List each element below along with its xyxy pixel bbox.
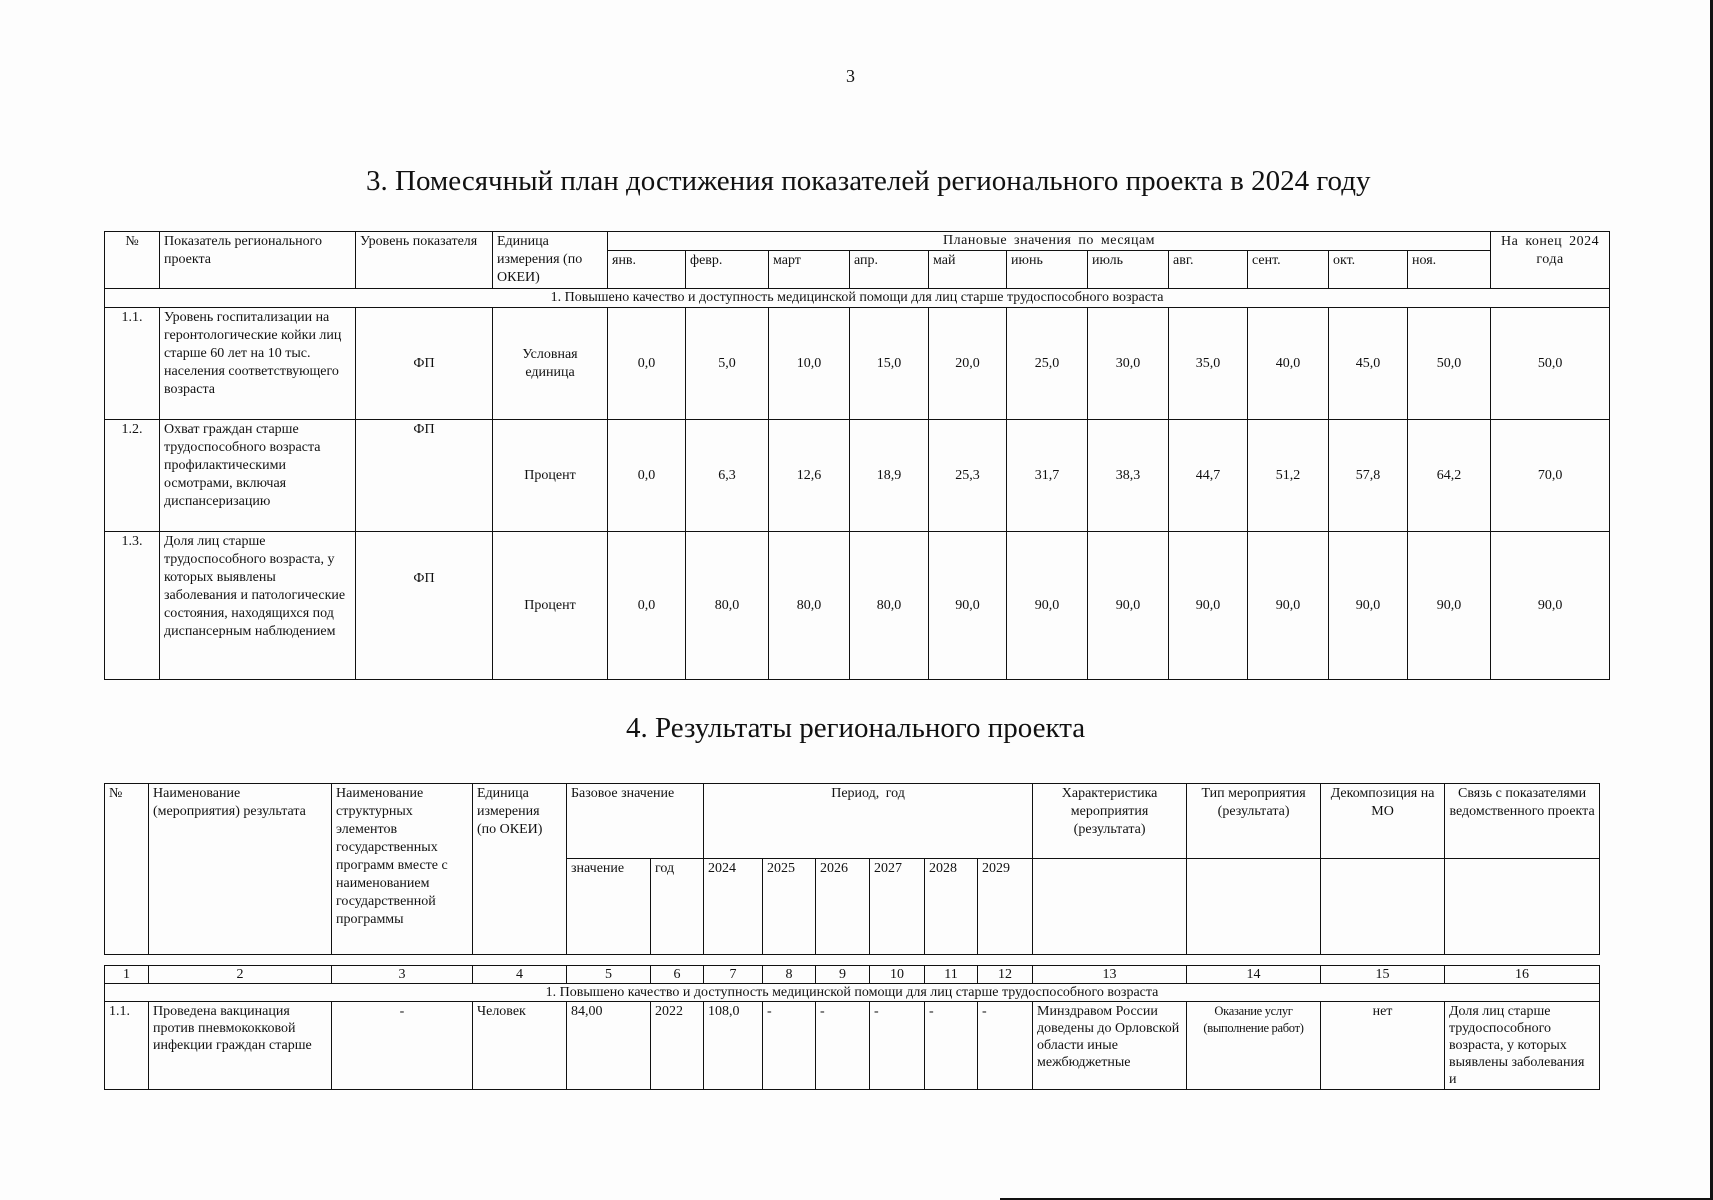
row-value: 80,0: [769, 532, 850, 680]
column-number: 6: [651, 966, 704, 984]
row-num: 1.2.: [105, 420, 160, 532]
results-row-characteristic: Минздравом России доведены до Орловской области иные межбюджетные: [1033, 1002, 1187, 1090]
monthly-plan-table: [104, 231, 1610, 680]
section-row-label: 1. Повышено качество и доступность медицинской помощи для лиц старше трудоспособного возраста: [105, 289, 1610, 308]
results-row-structural: -: [332, 1002, 473, 1090]
row-value: 10,0: [769, 308, 850, 420]
results-header-year: 2029: [978, 859, 1033, 955]
row-name: Охват граждан старше трудоспособного возраста профилактическими осмотрами, включая диспансеризацию: [160, 420, 356, 532]
row-value: 80,0: [686, 532, 769, 680]
results-row-year-value: 108,0: [704, 1002, 763, 1090]
results-header-base-year: год: [651, 859, 704, 955]
results-header-structural: Наименование структурных элементов государственных программ вместе с наименованием государственной программы: [332, 784, 473, 955]
header-num: №: [105, 232, 160, 289]
column-number: 9: [816, 966, 870, 984]
row-value: 45,0: [1329, 308, 1408, 420]
results-header-row: [105, 784, 1600, 859]
column-number: 14: [1187, 966, 1321, 984]
row-value: 20,0: [929, 308, 1007, 420]
table-row: [105, 308, 1610, 420]
section-4-title: 4. Результаты регионального проекта: [626, 712, 1086, 744]
results-header-empty: [1321, 859, 1445, 955]
results-header-decomposition: Декомпозиция на МО: [1321, 784, 1445, 859]
row-value: 30,0: [1088, 308, 1169, 420]
header-month: сент.: [1248, 251, 1329, 289]
table-row: [105, 532, 1610, 680]
row-value: 90,0: [1169, 532, 1248, 680]
header-month: июль: [1088, 251, 1169, 289]
column-number: 7: [704, 966, 763, 984]
row-unit: Процент: [493, 532, 608, 680]
results-row-year-value: -: [816, 1002, 870, 1090]
column-number: 16: [1445, 966, 1600, 984]
column-number: 10: [870, 966, 925, 984]
header-month: ноя.: [1408, 251, 1491, 289]
row-value: 5,0: [686, 308, 769, 420]
row-value: 90,0: [1329, 532, 1408, 680]
header-month: февр.: [686, 251, 769, 289]
results-row-base-year: 2022: [651, 1002, 704, 1090]
header-month: март: [769, 251, 850, 289]
column-number: 11: [925, 966, 978, 984]
column-number: 4: [473, 966, 567, 984]
row-level: ФП: [356, 308, 493, 420]
results-header-unit: Единица измерения (по ОКЕИ): [473, 784, 567, 955]
table-row: [105, 420, 1610, 532]
column-number: 3: [332, 966, 473, 984]
results-row-base-value: 84,00: [567, 1002, 651, 1090]
header-month: июнь: [1007, 251, 1088, 289]
row-value: 25,3: [929, 420, 1007, 532]
row-value: 44,7: [1169, 420, 1248, 532]
row-num: 1.3.: [105, 532, 160, 680]
results-header-year: 2027: [870, 859, 925, 955]
results-body-table: [104, 965, 1600, 1090]
row-value: 90,0: [1248, 532, 1329, 680]
results-header-type: Тип мероприятия (результата): [1187, 784, 1321, 859]
row-value: 12,6: [769, 420, 850, 532]
row-value: 0,0: [608, 532, 686, 680]
results-row-link: Доля лиц старше трудоспособного возраста, у которых выявлены заболевания и: [1445, 1002, 1600, 1090]
column-number: 15: [1321, 966, 1445, 984]
row-value: 90,0: [1007, 532, 1088, 680]
results-section-row: [105, 984, 1600, 1002]
row-value: 0,0: [608, 308, 686, 420]
row-end: 70,0: [1491, 420, 1610, 532]
row-unit: Процент: [493, 420, 608, 532]
row-value: 57,8: [1329, 420, 1408, 532]
row-value: 51,2: [1248, 420, 1329, 532]
section-row: [105, 289, 1610, 308]
row-value: 25,0: [1007, 308, 1088, 420]
results-header-base-value: значение: [567, 859, 651, 955]
results-row-year-value: -: [925, 1002, 978, 1090]
results-header-table: [104, 783, 1600, 955]
row-value: 35,0: [1169, 308, 1248, 420]
row-name: Уровень госпитализации на геронтологические койки лиц старше 60 лет на 10 тыс. населения соответствующего возраста: [160, 308, 356, 420]
results-header-num: №: [105, 784, 149, 955]
results-header-empty: [1445, 859, 1600, 955]
results-header-year: 2028: [925, 859, 978, 955]
results-header-year: 2026: [816, 859, 870, 955]
row-num: 1.1.: [105, 308, 160, 420]
column-number: 8: [763, 966, 816, 984]
results-row-year-value: -: [763, 1002, 816, 1090]
results-row-unit: Человек: [473, 1002, 567, 1090]
header-month: апр.: [850, 251, 929, 289]
row-value: 90,0: [929, 532, 1007, 680]
column-number: 1: [105, 966, 149, 984]
header-level: Уровень показателя: [356, 232, 493, 289]
column-number: 13: [1033, 966, 1187, 984]
section-3-title: 3. Помесячный план достижения показателей регионального проекта в 2024 году: [366, 165, 1371, 197]
row-value: 50,0: [1408, 308, 1491, 420]
row-value: 18,9: [850, 420, 929, 532]
header-month: окт.: [1329, 251, 1408, 289]
results-row-name: Проведена вакцинация против пневмококковой инфекции граждан старше: [149, 1002, 332, 1090]
results-header-name: Наименование (мероприятия) результата: [149, 784, 332, 955]
header-row: [105, 232, 1610, 251]
row-value: 90,0: [1408, 532, 1491, 680]
row-end: 50,0: [1491, 308, 1610, 420]
page-number: 3: [846, 66, 855, 86]
results-header-empty: [1033, 859, 1187, 955]
row-value: 31,7: [1007, 420, 1088, 532]
row-value: 38,3: [1088, 420, 1169, 532]
header-end: На конец 2024 года: [1491, 232, 1610, 289]
header-plan: Плановые значения по месяцам: [608, 232, 1491, 251]
row-value: 6,3: [686, 420, 769, 532]
header-month: янв.: [608, 251, 686, 289]
header-indicator: Показатель регионального проекта: [160, 232, 356, 289]
row-unit: Условная единица: [493, 308, 608, 420]
header-unit: Единица измерения (по ОКЕИ): [493, 232, 608, 289]
row-value: 80,0: [850, 532, 929, 680]
header-month: май: [929, 251, 1007, 289]
row-name: Доля лиц старше трудоспособного возраста, у которых выявлены заболевания и патологические состояния, находящихся под диспансерным наблюдением: [160, 532, 356, 680]
results-header-year: 2024: [704, 859, 763, 955]
column-number: 5: [567, 966, 651, 984]
results-section-label: 1. Повышено качество и доступность медицинской помощи для лиц старше трудоспособного возраста: [105, 984, 1600, 1002]
results-header-link: Связь с показателями ведомственного проекта: [1445, 784, 1600, 859]
results-header-empty: [1187, 859, 1321, 955]
results-header-base: Базовое значение: [567, 784, 704, 859]
column-number: 2: [149, 966, 332, 984]
row-value: 0,0: [608, 420, 686, 532]
results-row-type: Оказание услуг (выполнение работ): [1187, 1002, 1321, 1090]
row-value: 90,0: [1088, 532, 1169, 680]
row-value: 40,0: [1248, 308, 1329, 420]
row-level: ФП: [356, 532, 493, 680]
results-header-characteristic: Характеристика мероприятия (результата): [1033, 784, 1187, 859]
results-row-decomposition: нет: [1321, 1002, 1445, 1090]
results-row-year-value: -: [870, 1002, 925, 1090]
results-row-num: 1.1.: [105, 1002, 149, 1090]
row-value: 15,0: [850, 308, 929, 420]
results-header-period: Период, год: [704, 784, 1033, 859]
header-month: авг.: [1169, 251, 1248, 289]
results-row-year-value: -: [978, 1002, 1033, 1090]
column-numbers-row: [105, 966, 1600, 984]
column-number: 12: [978, 966, 1033, 984]
row-level: ФП: [356, 420, 493, 532]
row-value: 64,2: [1408, 420, 1491, 532]
results-row: [105, 1002, 1600, 1090]
results-header-year: 2025: [763, 859, 816, 955]
row-end: 90,0: [1491, 532, 1610, 680]
